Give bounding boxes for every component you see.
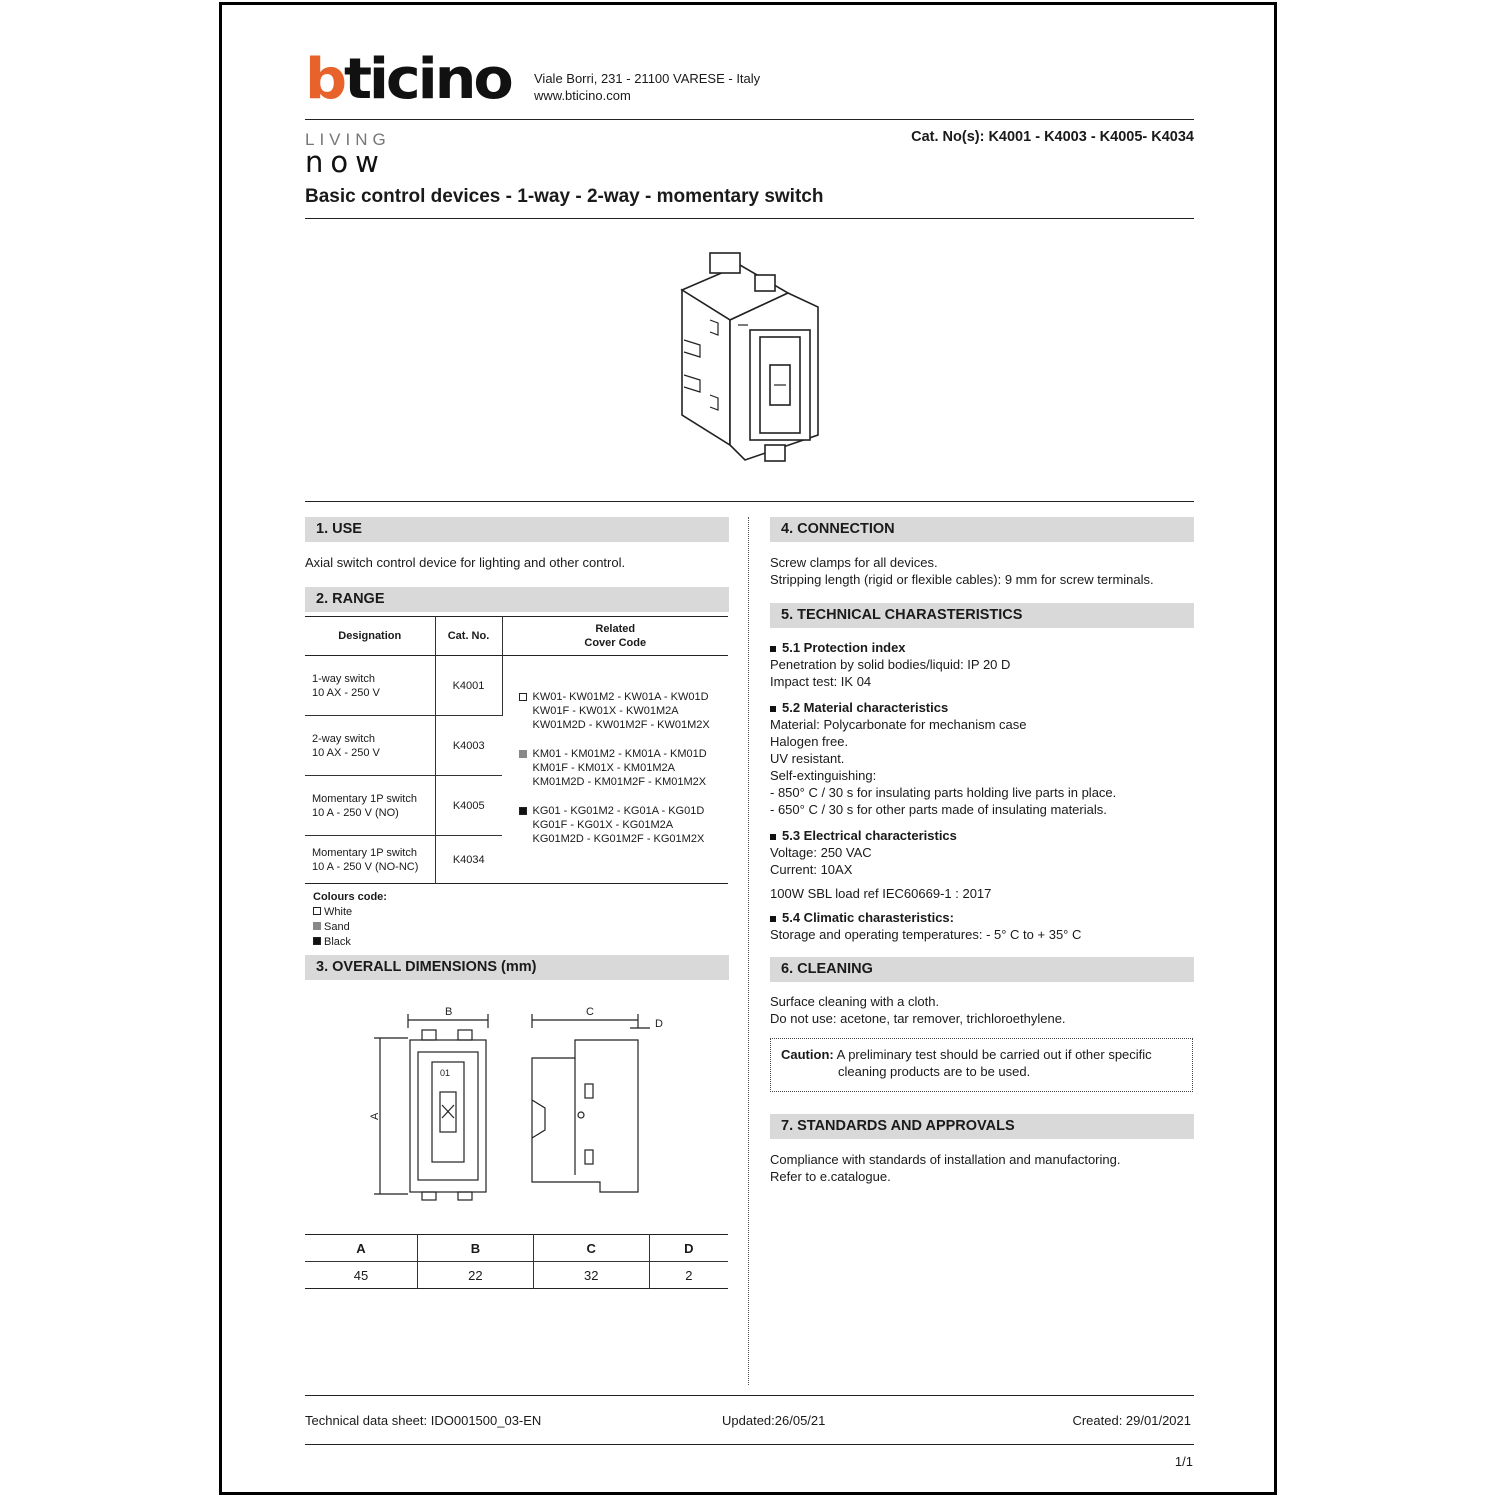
tech-line: - 650° C / 30 s for other parts made of insulating materials.: [770, 802, 1107, 817]
dimension-drawing: [360, 1000, 680, 1205]
company-address: [534, 70, 760, 104]
black-swatch-icon: [519, 807, 527, 815]
cover-code-line: KW01M2D - KW01M2F - KW01M2X: [532, 719, 710, 731]
page-number: 1/1: [1174, 1454, 1193, 1469]
tech-line: Current: 10AX: [770, 862, 853, 877]
cover-code-line: KM01F - KM01X - KM01M2A: [532, 762, 675, 774]
cover-code-line: KM01M2D - KM01M2F - KM01M2X: [532, 776, 707, 788]
sand-swatch-icon: [519, 750, 527, 758]
designation-cell: [305, 776, 435, 836]
address-line: Viale Borri, 231 - 21100 VARESE - Italy: [534, 71, 761, 86]
section-use-heading: 1. USE: [305, 517, 729, 542]
caution-text: A preliminary test should be carried out if other specific: [836, 1047, 1152, 1062]
bullet-icon: [770, 706, 776, 712]
caution-label: Caution:: [781, 1047, 834, 1062]
front-view-outline: [410, 1040, 486, 1192]
designation-name: 2-way switch: [312, 732, 375, 745]
tech-line: Material: Polycarbonate for mechanism case: [770, 717, 1027, 732]
designation-rating: 10 AX - 250 V: [312, 686, 380, 699]
footer-top-rule: [305, 1395, 1194, 1396]
cat-no-cell: K4001: [435, 656, 502, 716]
title-rule: [305, 218, 1194, 219]
dim-label-b: B: [445, 1006, 453, 1018]
connection-line: Screw clamps for all devices.: [770, 555, 938, 570]
cleaning-text: [770, 993, 1066, 1027]
bullet-icon: [770, 646, 776, 652]
dimensions-table: [305, 1234, 728, 1289]
col-cat-no: Cat. No.: [435, 617, 502, 656]
dim-value-a: 45: [305, 1262, 418, 1289]
designation-name: 1-way switch: [312, 672, 375, 685]
subheading: 5.1 Protection index: [782, 640, 906, 655]
use-text: Axial switch control device for lighting and other control.: [305, 555, 626, 570]
designation-rating: 10 A - 250 V (NO-NC): [312, 860, 419, 873]
tech-line: UV resistant.: [770, 751, 845, 766]
cover-code-line2: Cover Code: [584, 637, 647, 649]
range-header-row: [305, 617, 728, 656]
tech-line: Impact test: IK 04: [770, 674, 872, 689]
header-rule: [305, 119, 1194, 120]
cover-codes-cell: [502, 656, 728, 884]
tech-line: Penetration by solid bodies/liquid: IP 20 D: [770, 657, 1011, 672]
dim-label-d: D: [655, 1018, 663, 1030]
bullet-icon: [770, 834, 776, 840]
subheading: 5.4 Climatic charasteristics:: [782, 910, 954, 925]
standards-line: Refer to e.catalogue.: [770, 1169, 891, 1184]
tech-line: Voltage: 250 VAC: [770, 845, 872, 860]
tech-line: Storage and operating temperatures: - 5° C to + 35° C: [770, 927, 1082, 942]
designation-name: Momentary 1P switch: [312, 792, 417, 805]
section-range-heading: 2. RANGE: [305, 587, 729, 612]
black-square-icon: [313, 937, 321, 945]
section-cleaning-heading: 6. CLEANING: [770, 957, 1194, 982]
designation-rating: 10 A - 250 V (NO): [312, 806, 399, 819]
footer-bottom-rule: [305, 1444, 1194, 1445]
device-marking: 01: [440, 1068, 451, 1078]
dims-value-row: [305, 1262, 728, 1289]
colours-title: Colours code:: [313, 891, 387, 903]
colours-legend: [313, 890, 387, 950]
brand-now: now: [305, 145, 386, 179]
dim-header-b: B: [418, 1235, 534, 1262]
tech-line: 100W SBL load ref IEC60669-1 : 2017: [770, 886, 992, 901]
dim-header-c: C: [533, 1235, 649, 1262]
tech-line: Halogen free.: [770, 734, 849, 749]
sand-square-icon: [313, 922, 321, 930]
section-connection-heading: 4. CONNECTION: [770, 517, 1194, 542]
cover-code-line: KG01M2D - KG01M2F - KG01M2X: [532, 833, 705, 845]
legend-item: [313, 920, 387, 935]
product-illustration: [670, 245, 830, 470]
white-square-icon: [313, 907, 321, 915]
white-swatch-icon: [519, 693, 527, 701]
cover-code-line: KW01F - KW01X - KW01M2A: [532, 705, 679, 717]
dim-label-a: A: [369, 1112, 381, 1120]
electrical-title: [770, 827, 1116, 844]
section-standards-heading: 7. STANDARDS AND APPROVALS: [770, 1114, 1194, 1139]
cleaning-line: Do not use: acetone, tar remover, trichloroethylene.: [770, 1011, 1066, 1026]
bullet-icon: [770, 916, 776, 922]
designation-cell: [305, 656, 435, 716]
section-dimensions-heading: 3. OVERALL DIMENSIONS (mm): [305, 955, 729, 980]
legend-label: Sand: [324, 921, 350, 933]
table-row: [305, 656, 728, 716]
standards-line: Compliance with standards of installation and manufactoring.: [770, 1152, 1121, 1167]
cat-no-cell: K4034: [452, 853, 485, 866]
col-cover-code: [502, 617, 728, 656]
caution-box: [770, 1038, 1193, 1092]
designation-rating: 10 AX - 250 V: [312, 746, 380, 759]
dims-header-row: [305, 1235, 728, 1262]
cover-group-black: [519, 804, 729, 846]
cover-code-line: KM01 - KM01M2 - KM01A - KM01D: [532, 748, 707, 760]
subheading: 5.3 Electrical characteristics: [782, 828, 957, 843]
caution-line: [781, 1046, 1192, 1063]
tech-line: Self-extinguishing:: [770, 768, 877, 783]
content-top-rule: [305, 501, 1194, 502]
technical-text: [770, 639, 1116, 943]
cover-group-white: [519, 690, 729, 732]
legend-label: Black: [324, 936, 351, 948]
dim-header-d: D: [684, 1240, 694, 1256]
dim-value-c: 32: [533, 1262, 649, 1289]
climatic-title: [770, 909, 1116, 926]
dim-header-a: A: [305, 1235, 418, 1262]
designation-name: Momentary 1P switch: [312, 846, 417, 859]
cover-code-line: KG01 - KG01M2 - KG01A - KG01D: [532, 805, 705, 817]
sheet-id: Technical data sheet: IDO001500_03-EN: [305, 1413, 542, 1428]
legend-item: [313, 935, 387, 950]
protection-title: [770, 639, 1116, 656]
connection-line: Stripping length (rigid or flexible cables): 9 mm for screw terminals.: [770, 572, 1154, 587]
cat-no-cell: K4005: [452, 799, 485, 812]
cover-group-sand: [519, 747, 729, 789]
legend-item: [313, 905, 387, 920]
dim-value-d: 2: [685, 1267, 693, 1283]
column-separator: [748, 517, 749, 1385]
created-date: Created: 29/01/2021: [1072, 1413, 1191, 1428]
brand-living: LIVING: [305, 130, 391, 149]
designation-cell: [305, 716, 435, 776]
material-title: [770, 699, 1116, 716]
subheading: 5.2 Material characteristics: [782, 700, 949, 715]
website-link[interactable]: www.bticino.com: [534, 88, 631, 103]
dim-label-c: C: [586, 1006, 594, 1018]
range-table: [305, 616, 728, 884]
document-title: Basic control devices - 1-way - 2-way - momentary switch: [305, 186, 824, 207]
tech-line: - 850° C / 30 s for insulating parts holding live parts in place.: [770, 785, 1117, 800]
legend-label: White: [324, 906, 353, 918]
designation-cell: [305, 836, 435, 884]
bticino-logo: bticino: [305, 47, 511, 112]
updated-date: Updated:26/05/21: [722, 1413, 826, 1428]
caution-line: cleaning products are to be used.: [838, 1064, 1031, 1079]
side-view-outline: [532, 1040, 638, 1192]
dim-value-b: 22: [418, 1262, 534, 1289]
cover-code-line: KW01- KW01M2 - KW01A - KW01D: [532, 691, 709, 703]
cat-no-cell: K4003: [452, 739, 485, 752]
cleaning-line: Surface cleaning with a cloth.: [770, 994, 940, 1009]
cover-code-line: KG01F - KG01X - KG01M2A: [532, 819, 674, 831]
col-designation: Designation: [305, 617, 435, 656]
cover-code-line1: Related: [595, 623, 636, 635]
connection-text: [770, 554, 1154, 588]
cat-numbers: Cat. No(s): K4001 - K4003 - K4005- K4034: [911, 129, 1194, 145]
standards-text: [770, 1151, 1120, 1185]
section-technical-heading: 5. TECHNICAL CHARASTERISTICS: [770, 603, 1194, 628]
